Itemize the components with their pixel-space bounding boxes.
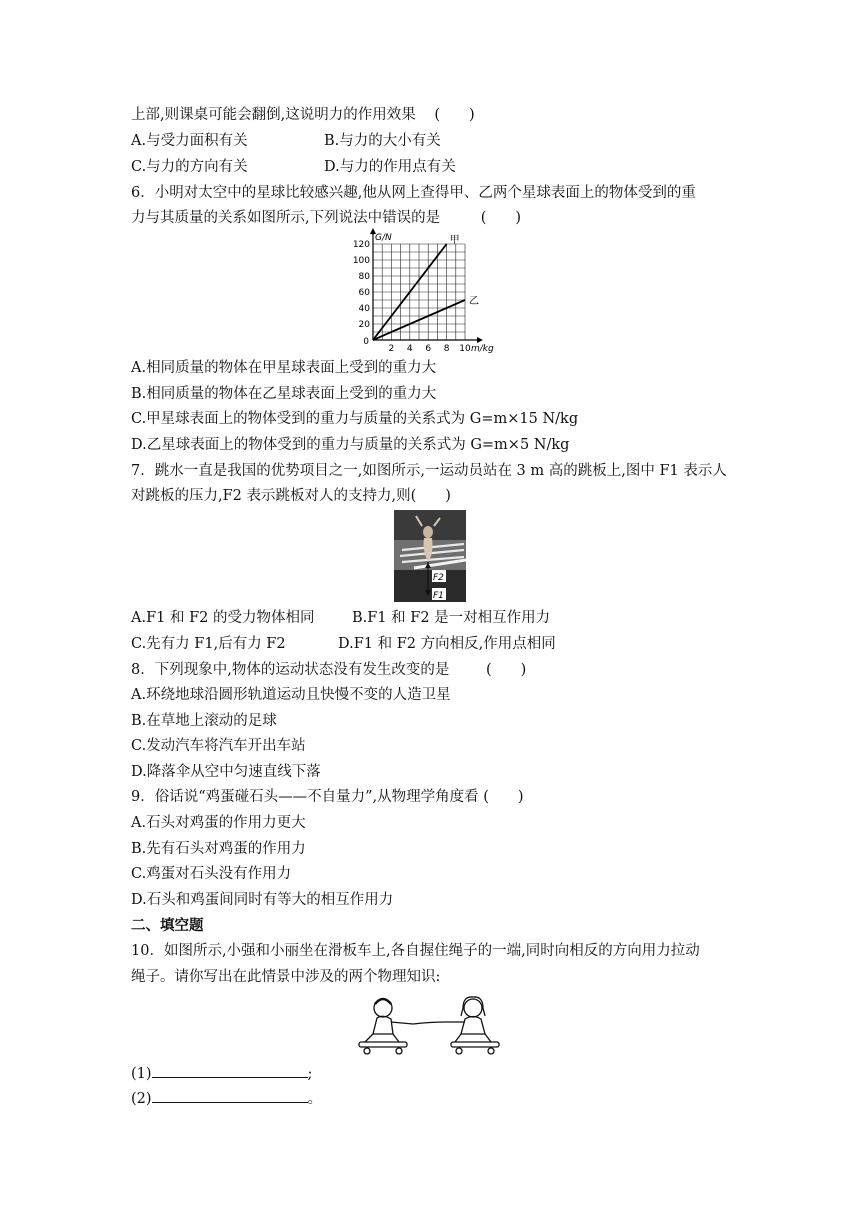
q10-answer-blank-1[interactable] <box>152 1063 308 1078</box>
chart-x-tick-label: 2 <box>388 344 395 354</box>
q7-stem-line1: 7．跳水一直是我国的优势项目之一,如图所示,一运动员站在 3 m 高的跳板上,图中 F1 表示人 <box>131 463 727 479</box>
q6-option-d[interactable]: D.乙星球表面上的物体受到的重力与质量的关系式为 G=m×5 N/kg <box>131 437 570 453</box>
q9-option-b[interactable]: B.先有石头对鸡蛋的作用力 <box>131 841 306 857</box>
q7-option-c[interactable]: C.先有力 F1,后有力 F2 <box>131 636 286 652</box>
q6-option-b[interactable]: B.相同质量的物体在乙星球表面上受到的重力大 <box>131 386 437 402</box>
chart-x-arrow <box>477 337 483 343</box>
q7-option-b[interactable]: B.F1 和 F2 是一对相互作用力 <box>352 610 551 626</box>
q7-stem-line2: 对跳板的压力,F2 表示跳板对人的支持力,则( ) <box>131 488 451 504</box>
q5-option-a[interactable]: A.与受力面积有关 <box>131 133 248 149</box>
q8-stem: 8．下列现象中,物体的运动状态没有发生改变的是 ( ) <box>131 662 527 678</box>
q10-blank-2: (2) 。 <box>131 1088 322 1109</box>
q8-option-b[interactable]: B.在草地上滚动的足球 <box>131 713 277 729</box>
q6-option-c[interactable]: C.甲星球表面上的物体受到的重力与质量的关系式为 G=m×15 N/kg <box>131 411 579 427</box>
chart-y-tick-label: 20 <box>358 320 370 330</box>
q8-answer-paren[interactable]: ( ) <box>485 662 527 678</box>
chart-origin-label: 0 <box>363 337 369 347</box>
q8-option-c[interactable]: C.发动汽车将汽车开出车站 <box>131 738 306 754</box>
q9-option-a[interactable]: A.石头对鸡蛋的作用力更大 <box>131 815 306 831</box>
q9-option-d[interactable]: D.石头和鸡蛋间同时有等大的相互作用力 <box>131 892 394 908</box>
q7-option-a[interactable]: A.F1 和 F2 的受力物体相同 <box>131 610 315 626</box>
q6-stem-line1: 6．小明对太空中的星球比较感兴趣,他从网上查得甲、乙两个星球表面上的物体受到的重 <box>131 185 696 201</box>
chart-y-tick-label: 120 <box>352 240 370 250</box>
diving-board-photo <box>394 510 466 602</box>
chart-x-tick-label: 8 <box>443 344 450 354</box>
q6-stem-line2: 力与其质量的关系如图所示,下列说法中错误的是 ( ) <box>131 210 522 226</box>
chart-x-tick-label: 6 <box>425 344 432 354</box>
q9-stem: 9．俗话说“鸡蛋碰石头——不自量力”,从物理学角度看 ( ) <box>131 789 524 805</box>
q5-option-c[interactable]: C.与力的方向有关 <box>131 159 248 175</box>
chart-y-tick-label: 100 <box>352 256 370 266</box>
q8-option-d[interactable]: D.降落伞从空中匀速直线下落 <box>131 764 321 780</box>
q5-option-d[interactable]: D.与力的作用点有关 <box>324 159 456 175</box>
q10-answer-blank-2[interactable] <box>152 1088 308 1103</box>
q8-option-a[interactable]: A.环绕地球沿圆形轨道运动且快慢不变的人造卫星 <box>131 687 451 703</box>
chart-y-tick-label: 80 <box>358 272 370 282</box>
q10-stem-line1: 10．如图所示,小强和小丽坐在滑板车上,各自握住绳子的一端,同时向相反的方向用力拉动 <box>131 943 700 959</box>
q6-answer-paren[interactable]: ( ) <box>480 210 522 226</box>
q5-stem-tail: 上部,则课桌可能会翻倒,这说明力的作用效果 ( ) <box>131 107 475 123</box>
chart-x-tick-label: 4 <box>406 344 413 354</box>
chart-y-tick-label: 60 <box>358 288 370 298</box>
chart-x-axis-label: m/kg <box>471 344 494 354</box>
q10-blank-1: (1) ; <box>131 1063 312 1084</box>
f2-label: F2 <box>433 573 444 583</box>
chart-y-tick-label: 40 <box>358 304 370 314</box>
q7-option-d[interactable]: D.F1 和 F2 方向相反,作用点相同 <box>338 636 556 652</box>
section-title-fill-in: 二、填空题 <box>131 918 204 934</box>
q9-option-c[interactable]: C.鸡蛋对石头没有作用力 <box>131 866 292 882</box>
chart-series-label: 甲 <box>449 235 460 246</box>
q5-answer-paren[interactable]: ( ) <box>434 107 475 123</box>
chart-series-label: 乙 <box>469 296 479 307</box>
gravity-mass-chart <box>345 226 515 356</box>
f1-label: F1 <box>433 591 444 601</box>
q5-option-b[interactable]: B.与力的大小有关 <box>324 133 441 149</box>
q6-option-a[interactable]: A.相同质量的物体在甲星球表面上受到的重力大 <box>131 360 437 376</box>
chart-y-axis-label: G/N <box>375 233 392 243</box>
q10-stem-line2: 绳子。请你写出在此情景中涉及的两个物理知识: <box>131 969 441 985</box>
kids-pulling-rope-illustration <box>355 992 505 1058</box>
chart-x-tick-label: 10 <box>459 344 471 354</box>
